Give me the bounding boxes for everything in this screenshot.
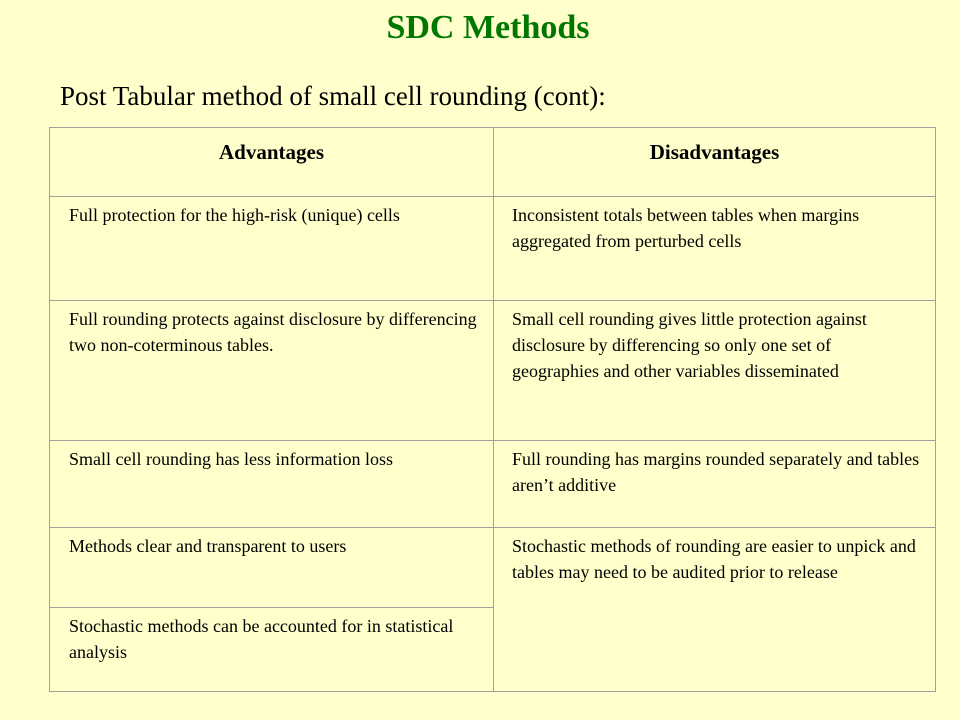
advantage-cell: Stochastic methods can be accounted for in statistical analysis: [50, 608, 494, 692]
disadvantages-header: Disadvantages: [494, 128, 936, 197]
disadvantage-cell: Inconsistent totals between tables when margins aggregated from perturbed cells: [494, 197, 936, 301]
table-row: [50, 441, 936, 528]
advantage-cell: Full rounding protects against disclosure by differencing two non-coterminous tables.: [50, 301, 494, 441]
table-header-row: [50, 128, 936, 197]
comparison-table: [49, 127, 936, 692]
disadvantage-cell: Stochastic methods of rounding are easier to unpick and tables may need to be audited prior to release: [494, 528, 936, 692]
table-row: [50, 301, 936, 441]
table-row: [50, 197, 936, 301]
advantage-cell: Small cell rounding has less information loss: [50, 441, 494, 528]
table-row: [50, 528, 936, 608]
advantage-cell: Full protection for the high-risk (unique) cells: [50, 197, 494, 301]
slide-subtitle: Post Tabular method of small cell rounding (cont):: [60, 81, 606, 111]
slide-title: SDC Methods: [386, 9, 590, 46]
advantages-header: Advantages: [50, 128, 494, 197]
advantage-cell: Methods clear and transparent to users: [50, 528, 494, 608]
disadvantage-cell: Full rounding has margins rounded separately and tables aren’t additive: [494, 441, 936, 528]
disadvantage-cell: Small cell rounding gives little protection against disclosure by differencing so only one set of geographies and other variables disseminated: [494, 301, 936, 441]
